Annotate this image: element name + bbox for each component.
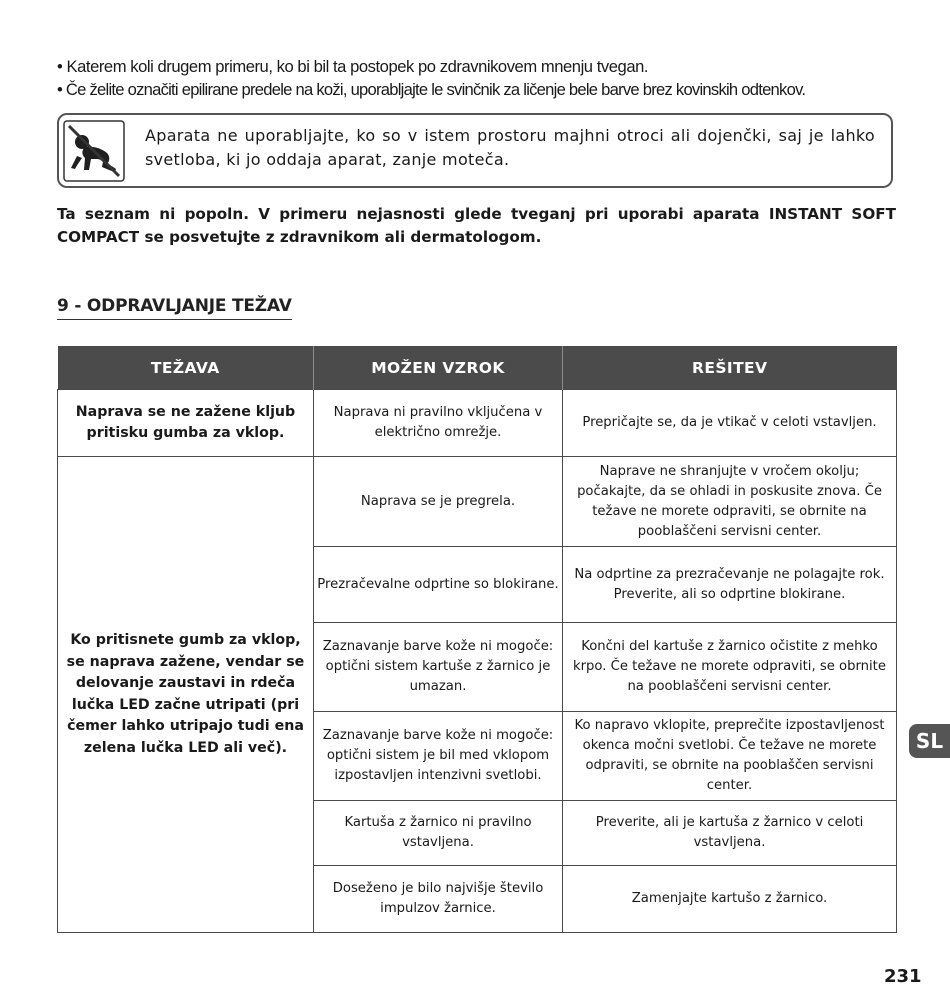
- troubleshooting-table: [57, 346, 897, 933]
- page-number: 231: [884, 966, 922, 987]
- solution-cell: Naprave ne shranjujte v vročem okolju; počakajte, da se ohladi in poskusite znova. Če težave ne morete odpraviti, se obrnite na pooblaščeni servisni center.: [563, 457, 897, 547]
- problem-cell: Ko pritisnete gumb za vklop, se naprava zažene, vendar se delovanje zaustavi in rdeča lučka LED začne utripati (pri čemer lahko utripajo tudi ena zelena lučka LED ali več).: [58, 457, 314, 933]
- notice-text: Ta seznam ni popoln. V primeru nejasnosti glede tveganj pri uporabi aparata INSTANT SOFT COMPACT se posvetujte z zdravnikom ali dermatologom.: [57, 205, 896, 246]
- cause-cell: Doseženo je bilo najvišje število impulzov žarnice.: [314, 866, 563, 933]
- warning-text: Aparata ne uporabljajte, ko so v istem prostoru majhni otroci ali dojenčki, saj je lahko svetloba, ki jo oddaja aparat, zanje moteča.: [145, 126, 875, 169]
- solution-cell: Preverite, ali je kartuša z žarnico v celoti vstavljena.: [563, 801, 897, 866]
- cause-cell: Zaznavanje barve kože ni mogoče: optični sistem kartuše z žarnico je umazan.: [314, 623, 563, 712]
- cause-cell: Zaznavanje barve kože ni mogoče: optični sistem je bil med vklopom izpostavljen intenzivni svetlobi.: [314, 712, 563, 801]
- solution-cell: Končni del kartuše z žarnico očistite z mehko krpo. Če težave ne morete odpraviti, se obrnite na pooblaščeni servisni center.: [563, 623, 897, 712]
- header-cause: MOŽEN VZROK: [314, 346, 563, 390]
- table-row: [58, 457, 897, 547]
- cause-cell: Naprava se je pregrela.: [314, 457, 563, 547]
- cause-cell: Naprava ni pravilno vključena v električno omrežje.: [314, 390, 563, 457]
- bullet-item: • Če želite označiti epilirane predele na koži, uporabljajte le svinčnik za ličenje bele barve brez kovinskih odtenkov.: [57, 80, 806, 99]
- table-row: [58, 390, 897, 457]
- language-tab: SL: [909, 724, 950, 758]
- solution-cell: Prepričajte se, da je vtikač v celoti vstavljen.: [563, 390, 897, 457]
- cause-cell: Kartuša z žarnico ni pravilno vstavljena.: [314, 801, 563, 866]
- solution-cell: Na odprtine za prezračevanje ne polagajte rok. Preverite, ali so odprtine blokirane.: [563, 547, 897, 623]
- section-title: 9 - ODPRAVLJANJE TEŽAV: [57, 296, 292, 320]
- no-babies-icon: [63, 120, 125, 182]
- table-header-row: [58, 346, 897, 390]
- cause-cell: Prezračevalne odprtine so blokirane.: [314, 547, 563, 623]
- warning-box: [57, 113, 893, 188]
- header-solution: REŠITEV: [563, 346, 897, 390]
- bullet-item: • Katerem koli drugem primeru, ko bi bil ta postopek po zdravnikovem mnenju tvegan.: [57, 57, 649, 76]
- bullet-list: [57, 55, 907, 101]
- solution-cell: Zamenjajte kartušo z žarnico.: [563, 866, 897, 933]
- header-problem: TEŽAVA: [58, 346, 314, 390]
- solution-cell: Ko napravo vklopite, preprečite izpostavljenost okenca močni svetlobi. Če težave ne morete odpraviti, se obrnite na pooblaščen servisni center.: [563, 712, 897, 801]
- problem-cell: Naprava se ne zažene kljub pritisku gumba za vklop.: [58, 390, 314, 457]
